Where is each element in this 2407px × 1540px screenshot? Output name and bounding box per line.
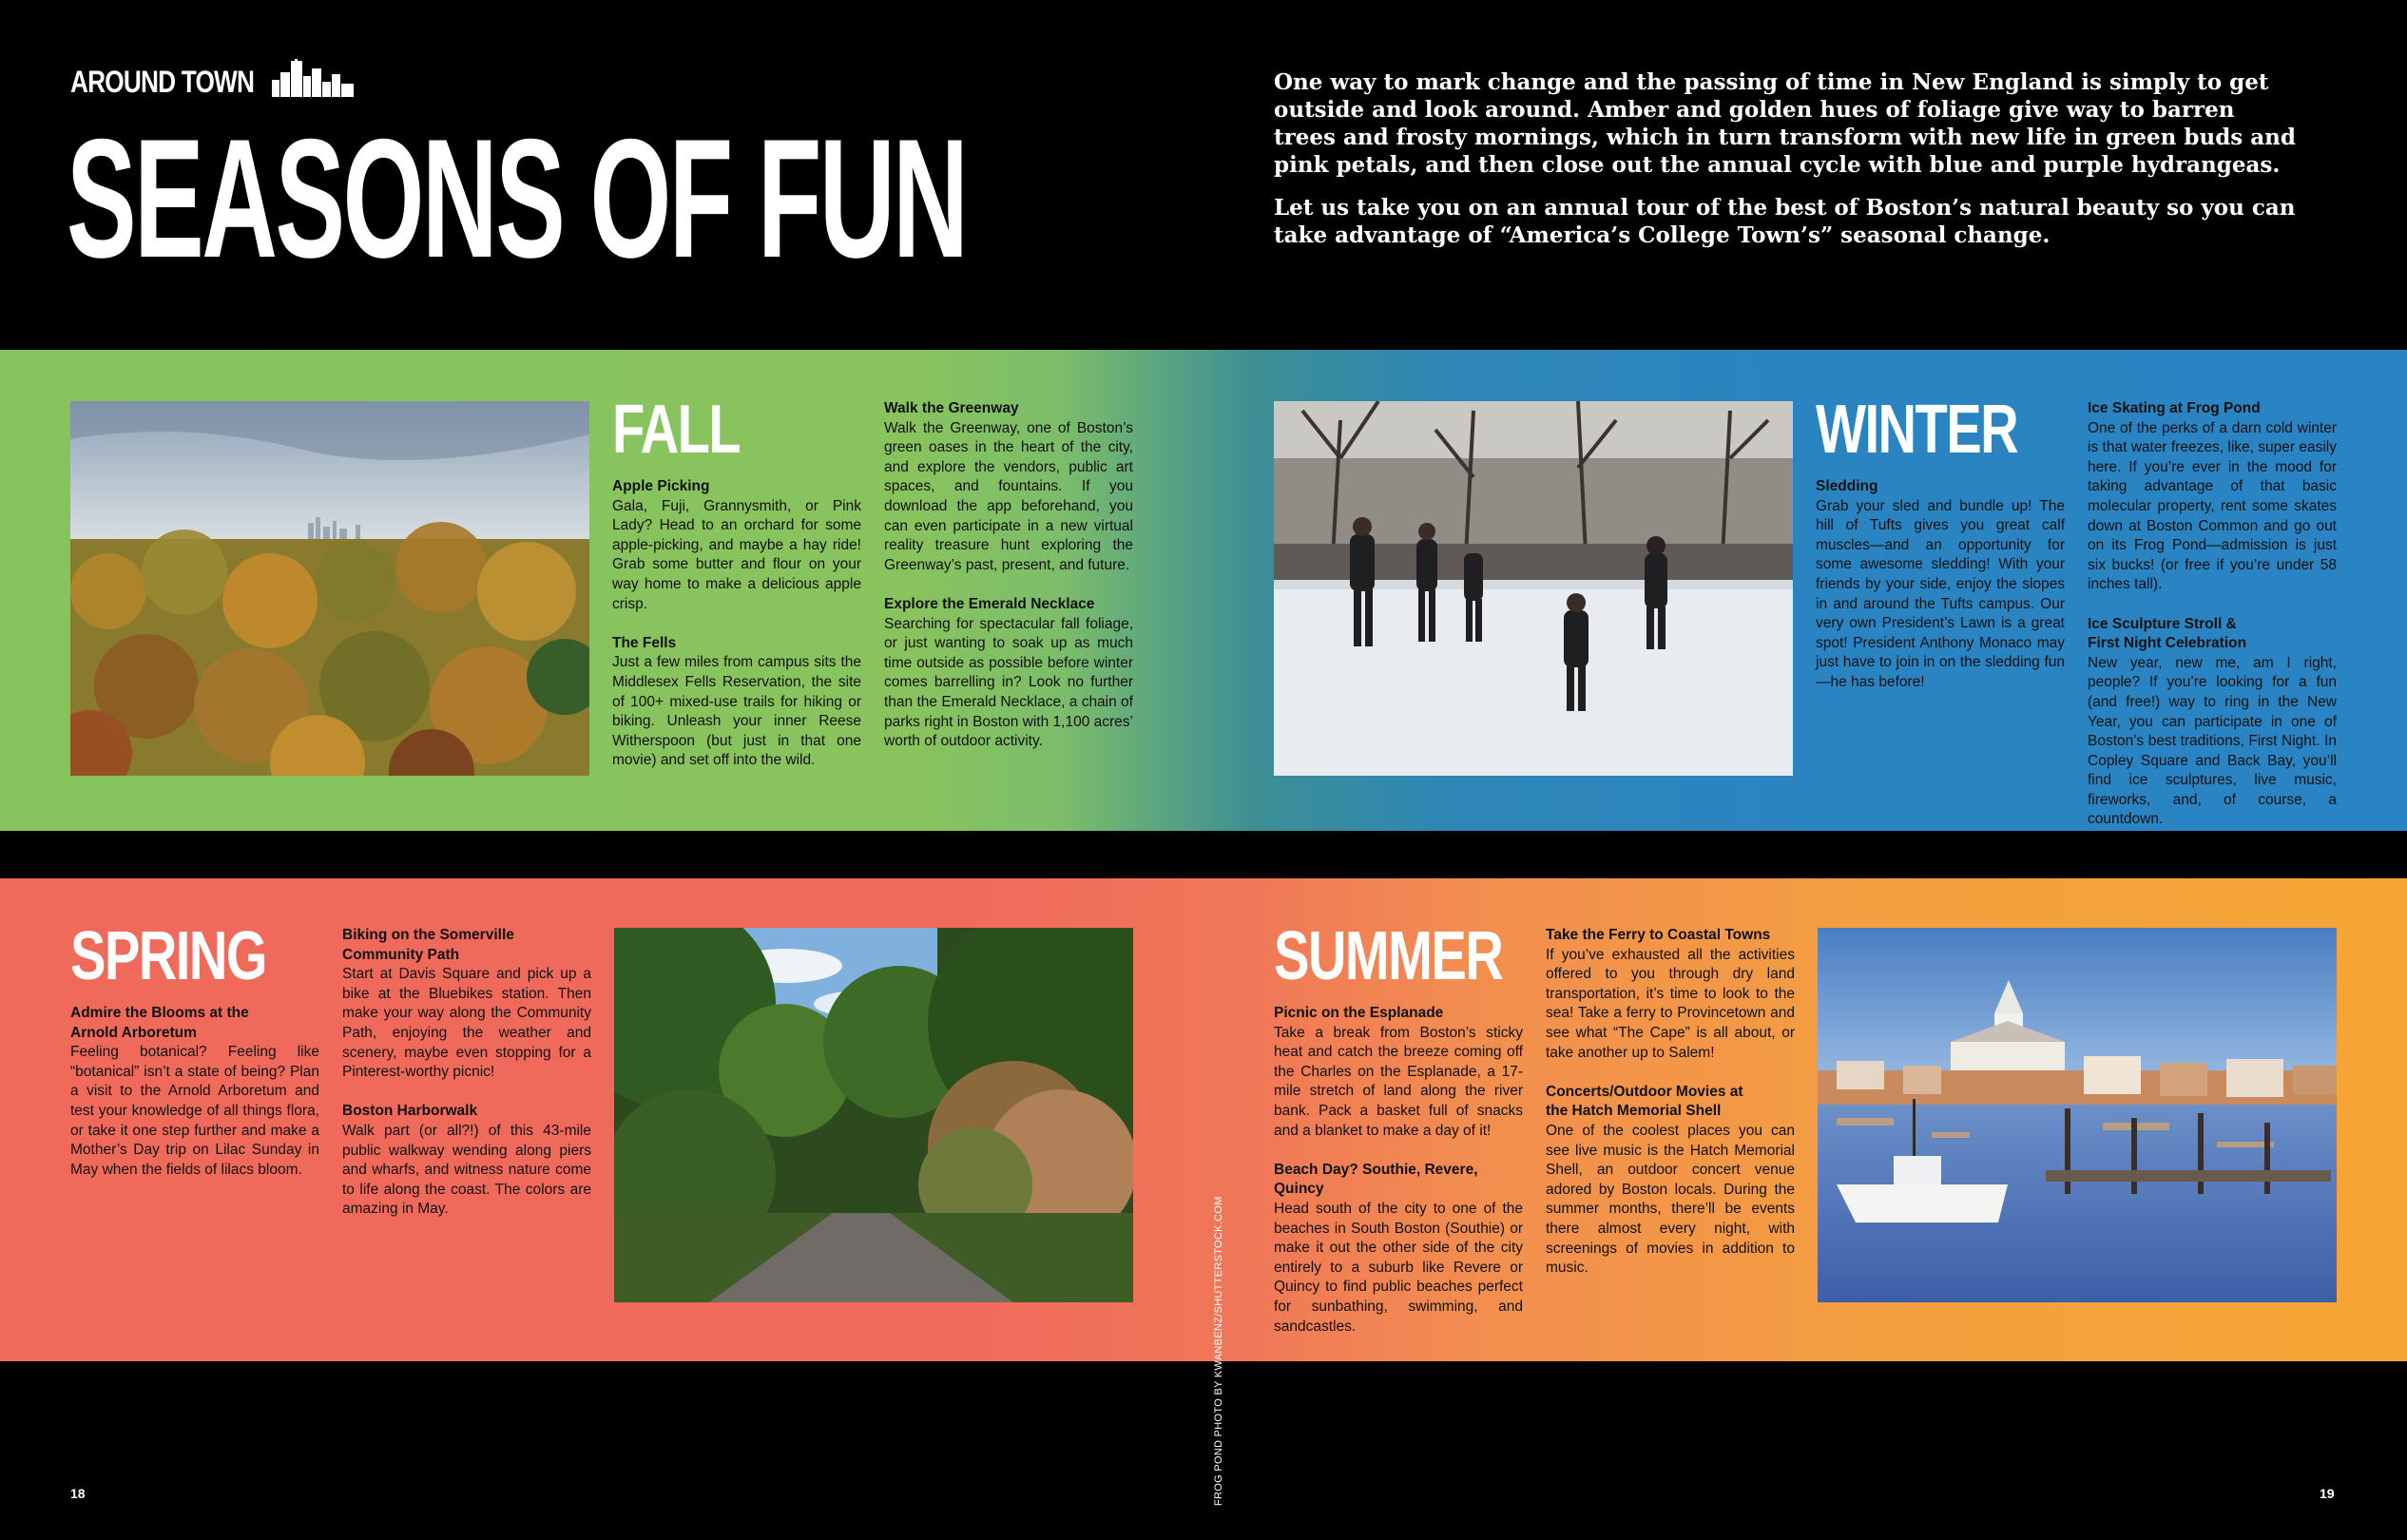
community-path-title-2: Community Path <box>342 946 460 963</box>
ice-skating-body: One of the perks of a darn cold winter is that water freezes, like, super easily here. If you’re ever in the mood for taking advantage of that basic molecular property, rent some skates down at Boston Common and go out on its Frog Pond—admission is just six bucks! (or free if you’re under 58 inches tall). <box>2088 419 2337 593</box>
fall-column-1 <box>612 477 861 791</box>
intro-paragraph-1: One way to mark change and the passing of time in New England is simply to get outside and look around. Amber and golden hues of foliage give way to barren trees and frosty mornings, which in turn transform with new life in green buds and pink petals, and then close out the annual cycle with blue and purple hydrangeas. <box>1274 69 2296 178</box>
ice-sculpture-title-1: Ice Sculpture Stroll & <box>2088 615 2237 632</box>
summer-column-1 <box>1274 1004 1523 1357</box>
winter-column-2 <box>2088 399 2337 850</box>
sledding-title: Sledding <box>1816 478 1878 494</box>
intro-text <box>1274 68 2301 264</box>
section-kicker <box>70 59 354 97</box>
ferry-title: Take the Ferry to Coastal Towns <box>1546 927 1771 943</box>
community-path-body: Start at Davis Square and pick up a bike at the Bluebikes station. Then make your way along the Community Path, enjoying the weather and scenery, maybe even stopping for a Pinterest-worthy picnic! <box>342 966 591 1081</box>
harborwalk-title: Boston Harborwalk <box>342 1103 478 1120</box>
apple-picking-body: Gala, Fuji, Grannysmith, or Pink Lady? Head to an orchard for some apple-picking, and maybe a hay ride! Grab some butter and flour on your way home to make a delicious apple crisp. <box>612 497 861 612</box>
fall-column-2 <box>884 399 1133 771</box>
page-number-right: 19 <box>2320 1486 2335 1501</box>
arboretum-title-1: Admire the Blooms at the <box>70 1005 249 1021</box>
beach-day-body: Head south of the city to one of the beaches in South Boston (Southie) or make it out the other side of the city entirely to a suburb like Revere or Quincy to find public beaches perfect for sunbathing, swimming, and sandcastles. <box>1274 1200 1523 1335</box>
community-path-title-1: Biking on the Somerville <box>342 927 514 943</box>
frog-pond-skating-photo <box>1274 401 1793 776</box>
arboretum-body: Feeling botanical? Feeling like “botanical” isn’t a state of being? Plan a visit to the Arnold Arboretum and test your knowledge of all things flora, or take it one step further and make a Mother’s Day trip on Lilac Sunday in May when the fields of lilacs bloom. <box>70 1044 319 1178</box>
ice-sculpture-body: New year, new me, am I right, people? If you’re looking for a fun (and free!) way to ring in the New Year, you can participate in one of Boston’s best traditions, First Night. In Copley Square and Back Bay, you’ll find ice sculptures, live music, fireworks, and, of course, a countdown. <box>2088 654 2337 828</box>
intro-paragraph-2: Let us take you on an annual tour of the best of Boston’s natural beauty so you can take advantage of “America’s College Town’s” seasonal change. <box>1274 195 2296 248</box>
spring-heading: SPRING <box>70 918 266 994</box>
page-number-left: 18 <box>70 1486 86 1501</box>
kicker-label: AROUND TOWN <box>70 65 255 99</box>
emerald-necklace-body: Searching for spectacular fall foliage, or just wanting to soak up as much time outside as possible before winter comes barrelling in? Look no further than the Emerald Necklace, a chain of parks right in Boston with 1,100 acres’ worth of outdoor activity. <box>884 615 1133 750</box>
fall-heading: FALL <box>612 392 741 468</box>
sledding-body: Grab your sled and bundle up! The hill of Tufts gives you great calf muscles—and an opportunity for some awesome sledding! With your friends by your side, enjoy the slopes in and around the Tufts campus. Our very own President’s Lawn is a great spot! President Anthony Monaco may just have to join in on the sledding fun—he has before! <box>1816 497 2065 690</box>
spring-column-1 <box>70 1004 319 1200</box>
greenway-body: Walk the Greenway, one of Boston’s green oases in the heart of the city, and explore the vendors, public art spaces, and fountains. If you download the app beforehand, you can even participate in a new virtual reality treasure hunt exploring the Greenway’s past, present, and future. <box>884 419 1133 573</box>
arboretum-title-2: Arnold Arboretum <box>70 1024 197 1041</box>
photo-credit: FROG POND PHOTO BY KWANBENZ/SHUTTERSTOCK.COM <box>1213 1196 1224 1506</box>
summer-heading: SUMMER <box>1274 918 1503 994</box>
beach-day-title: Beach Day? Southie, Revere, Quincy <box>1274 1161 1478 1198</box>
esplanade-title: Picnic on the Esplanade <box>1274 1005 1444 1021</box>
skyline-icon <box>272 59 354 97</box>
ice-skating-title: Ice Skating at Frog Pond <box>2088 400 2261 416</box>
fall-foliage-photo <box>70 401 589 776</box>
winter-heading: WINTER <box>1816 392 2018 468</box>
provincetown-harbor-photo <box>1818 928 2337 1302</box>
ice-sculpture-title-2: First Night Celebration <box>2088 635 2247 652</box>
winter-column-1 <box>1816 477 2065 712</box>
summer-column-2 <box>1546 926 1795 1298</box>
hatch-shell-title-2: the Hatch Memorial Shell <box>1546 1103 1722 1120</box>
harborwalk-body: Walk part (or all?!) of this 43-mile public walkway wending along piers and wharfs, and witness nature come to life along the coast. The colors are amazing in May. <box>342 1122 591 1218</box>
page-title: SEASONS OF FUN <box>67 104 967 293</box>
ferry-body: If you’ve exhausted all the activities offered to you through dry land transportation, it’s time to look to the sea! Take a ferry to Provincetown and see what “The Cape” is all about, or take another up to Salem! <box>1546 946 1795 1061</box>
apple-picking-title: Apple Picking <box>612 478 710 494</box>
esplanade-body: Take a break from Boston’s sticky heat and catch the breeze coming off the Charles on the Esplanade, a 17-mile stretch of land along the river bank. Pack a basket full of snacks and a blanket to make a day of it! <box>1274 1024 1523 1139</box>
hatch-shell-title-1: Concerts/Outdoor Movies at <box>1546 1083 1743 1100</box>
hatch-shell-body: One of the coolest places you can see live music is the Hatch Memorial Shell, an outdoor concert venue adored by Boston locals. During the summer months, there’ll be events there almost every night, with screenings of movies in addition to music. <box>1546 1122 1795 1277</box>
fells-title: The Fells <box>612 634 677 651</box>
greenway-title: Walk the Greenway <box>884 400 1019 416</box>
emerald-necklace-title: Explore the Emerald Necklace <box>884 595 1095 612</box>
arboretum-path-photo <box>614 928 1133 1302</box>
spring-column-2 <box>342 926 591 1240</box>
fells-body: Just a few miles from campus sits the Middlesex Fells Reservation, the site of 100+ mixed-use trails for hiking or biking. Unleash your inner Reese Witherspoon (but just in that one movie) and set off into the wild. <box>612 654 861 769</box>
